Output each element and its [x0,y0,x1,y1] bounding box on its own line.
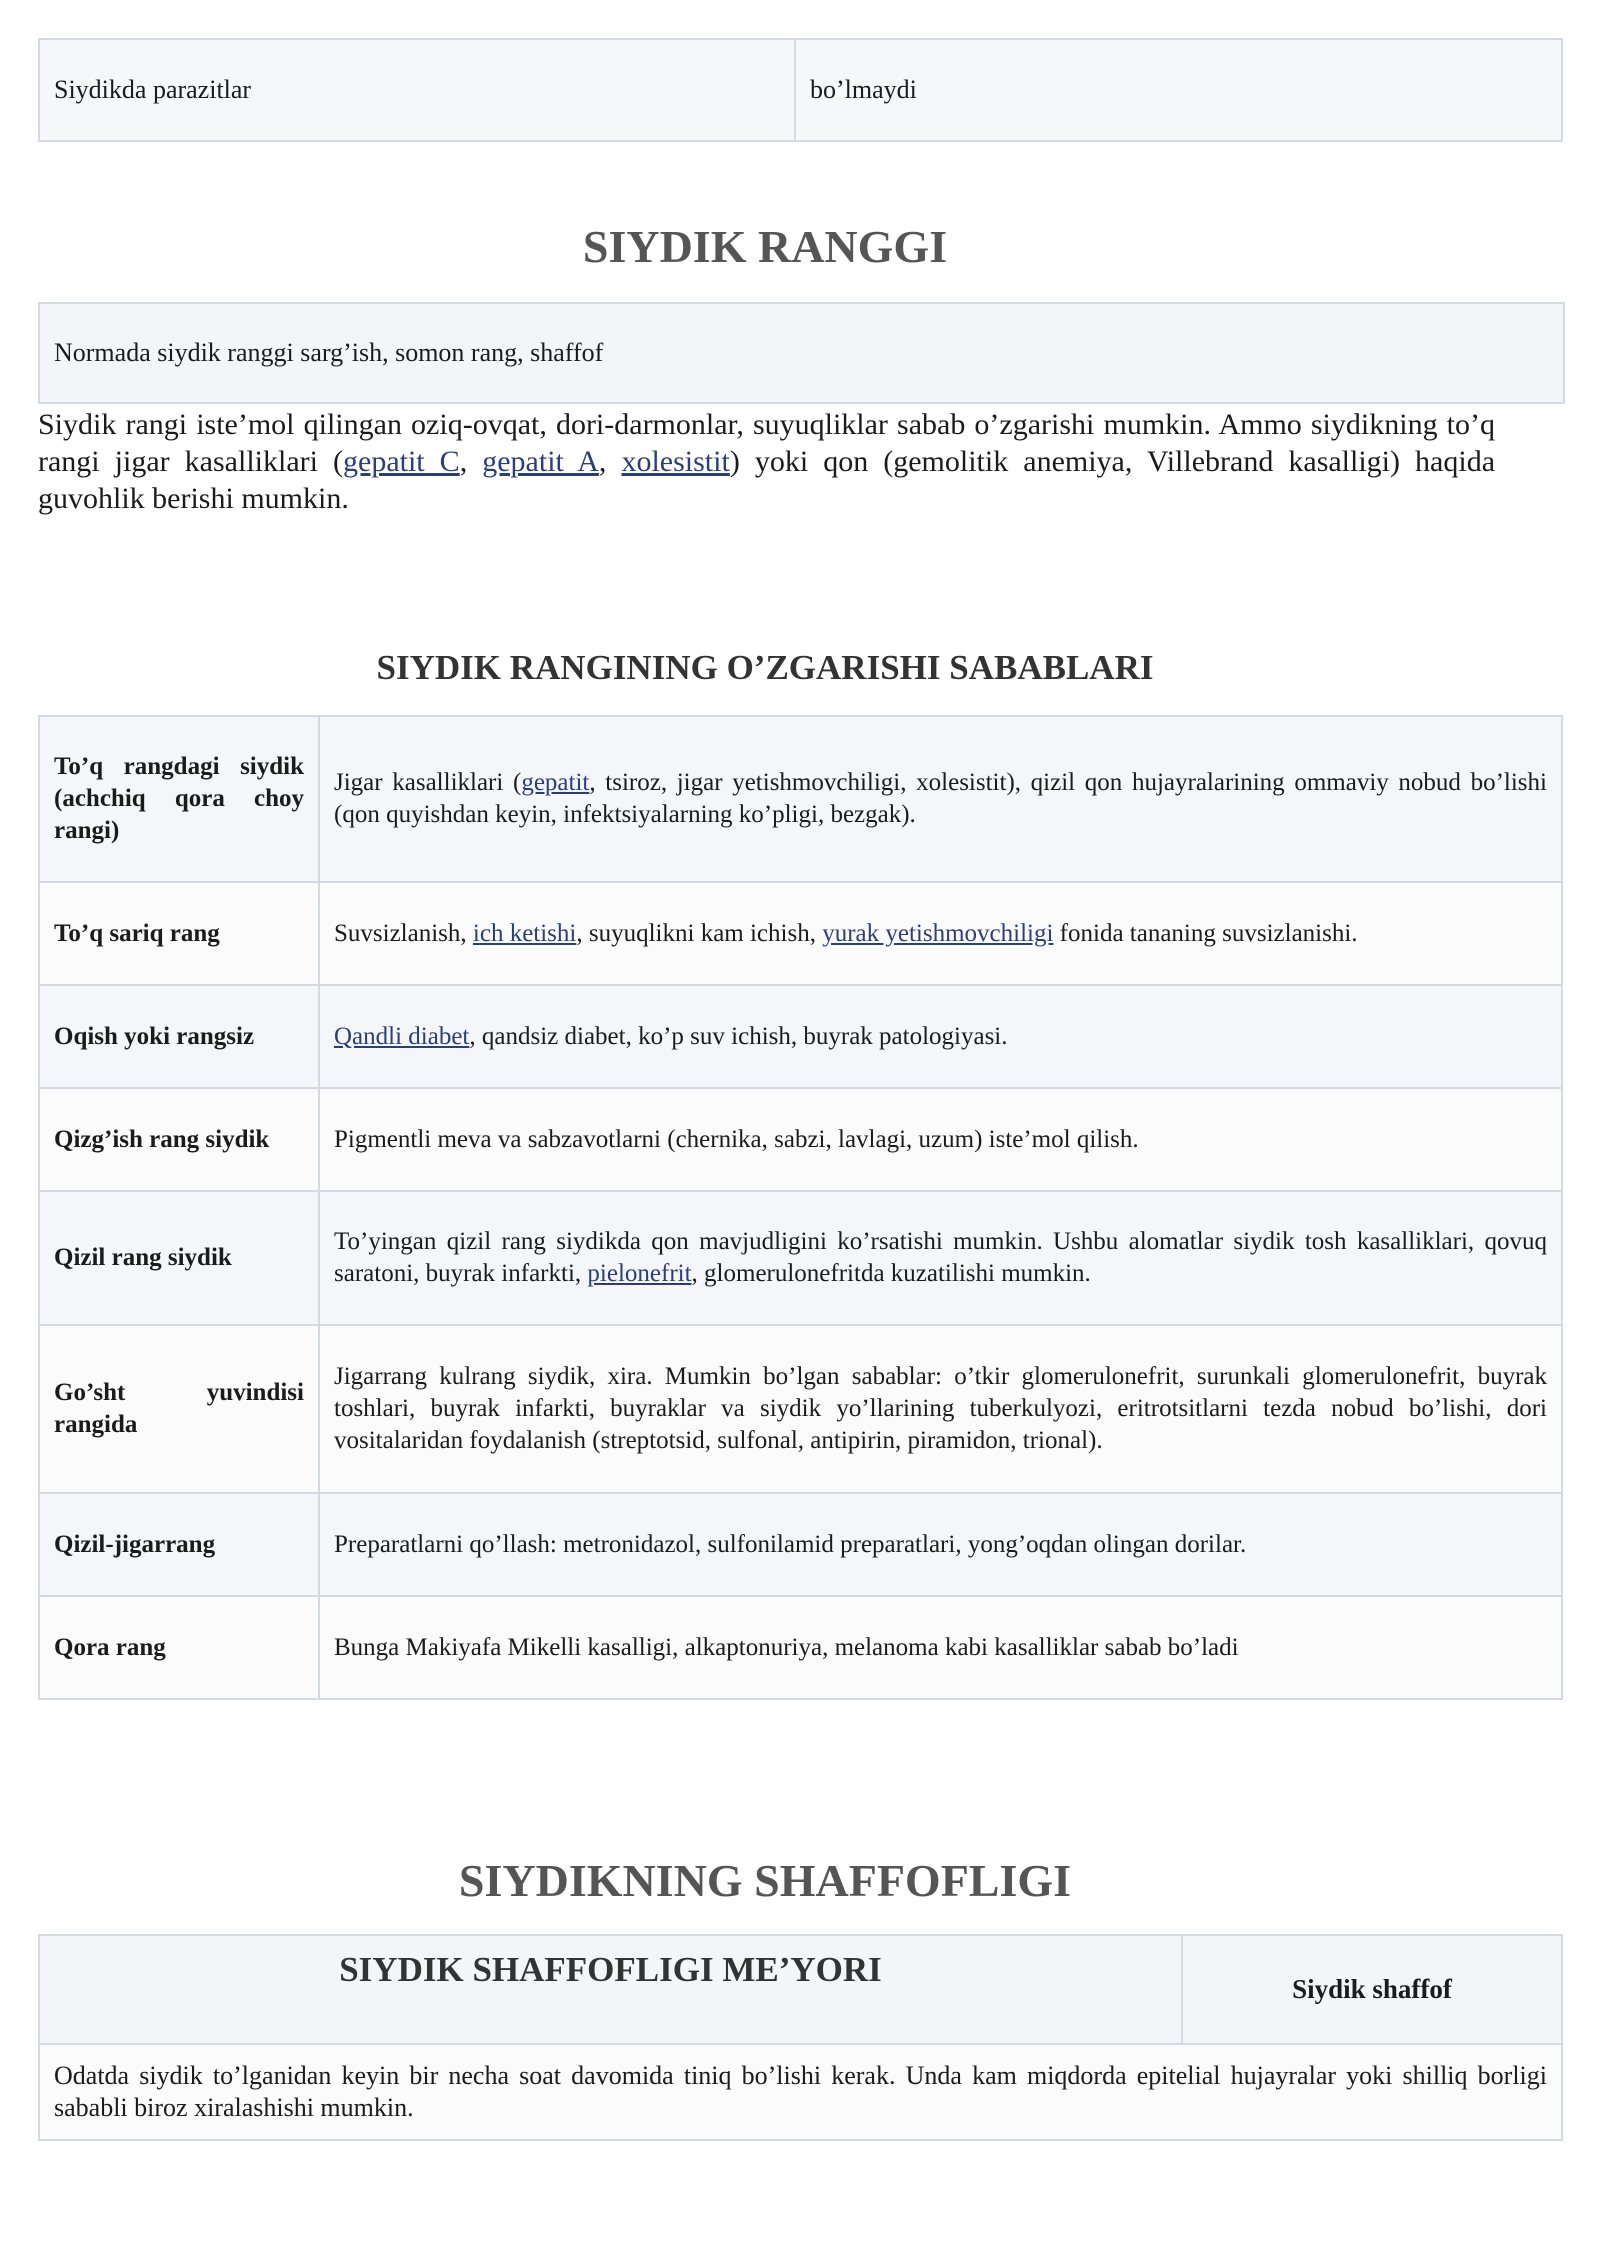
table-row [39,39,1562,141]
cause-description [319,882,1562,985]
cause-text: Pigmentli meva va sabzavotlarni (chernika, sabzi, lavlagi, uzum) iste’mol qilish. [334,1125,1139,1153]
link-gepatit-a[interactable]: gepatit A [482,445,599,478]
paragraph-text: , [598,445,622,478]
cause-label: To’q sariq rang [39,882,319,985]
color-norm-text: Normada siydik ranggi sarg’ish, somon rang, shaffof [54,338,604,367]
cause-label: To’q rangdagi siydik (achchiq qora choy rangi) [39,716,319,882]
color-causes-table [38,715,1563,1700]
parasites-table [38,38,1563,142]
cause-label: Qizg’ish rang siydik [39,1088,319,1191]
link-xolesistit[interactable]: xolesistit [621,445,730,478]
cause-text: , tsiroz, jigar yetishmovchiligi, xolesistit), qizil qon hujayralarining ommaviy nobud bo’lishi (qon quyishdan keyin, infektsiyalarning ko’pligi, bezgak). [334,769,1547,828]
link-yurak-yetishmovchiligi[interactable]: yurak yetishmovchiligi [822,919,1054,947]
clarity-table [38,1934,1563,2141]
cause-label: Qizil rang siydik [39,1191,319,1325]
table-row [39,716,1562,882]
color-paragraph [38,406,1495,517]
table-row [39,1935,1562,2044]
table-row [39,1596,1562,1699]
cause-description [319,1493,1562,1596]
cause-text: Preparatlarni qo’llash: metronidazol, sulfonilamid preparatlari, yong’oqdan olingan dorilar. [334,1530,1247,1558]
cause-text: fonida tananing suvsizlanishi. [1053,919,1358,947]
cause-description [319,716,1562,882]
clarity-norm-header: SIYDIK SHAFFOFLIGI ME’YORI [39,1935,1182,2044]
link-gepatit-c[interactable]: gepatit C [343,445,460,478]
cause-description [319,1191,1562,1325]
table-row [39,1325,1562,1493]
cause-text: , suyuqlikni kam ichish, [576,919,823,947]
clarity-description: Odatda siydik to’lganidan keyin bir necha soat davomida tiniq bo’lishi kerak. Unda kam miqdorda epitelial hujayralar yoki shilliq borligi sababli biroz xiralashishi mumkin. [39,2044,1562,2140]
link-ich-ketishi[interactable]: ich ketishi [472,919,577,947]
color-causes-heading: SIYDIK RANGINING O’ZGARISHI SABABLARI [376,648,1154,687]
paragraph-text: Siydik rangi iste’mol qilingan oziq-ovqat, dori-darmonlar, suyuqliklar sabab o’zgarishi mumkin. Ammo siydikning to’q rangi jigar kasalliklari ( [38,408,1495,478]
cause-text: Jigarrang kulrang siydik, xira. Mumkin bo’lgan sabablar: o’tkir glomerulonefrit, surunkali glomerulonefrit, buyrak toshlari, buyrak infarkti, buyraklar va siydik yo’llarining tuberkulyozi, eritrotsitlarni tezda nobud bo’lishi, dori vositalaridan foydalanish (streptotsid, sulfonal, antipirin, piramidon, trional). [334,1363,1547,1454]
table-row [39,1088,1562,1191]
cause-text: , qandsiz diabet, ko’p suv ichish, buyrak patologiyasi. [469,1022,1008,1050]
cause-description [319,985,1562,1088]
cause-text: Suvsizlanish, [334,919,473,947]
cause-text: Bunga Makiyafa Mikelli kasalligi, alkaptonuriya, melanoma kabi kasalliklar sabab bo’ladi [334,1633,1239,1661]
parasites-label: Siydikda parazitlar [39,39,795,141]
paragraph-text: ) yoki qon (gemolitik anemiya, Villebrand kasalligi) haqida guvohlik berishi mumkin. [38,445,1496,515]
color-norm-box [38,302,1565,404]
table-row [39,882,1562,985]
link-gepatit[interactable]: gepatit [521,769,590,796]
cause-text: Jigar kasalliklari ( [334,769,522,796]
table-row [39,1191,1562,1325]
link-pielonefrit[interactable]: pielonefrit [587,1260,692,1287]
table-row [39,985,1562,1088]
urine-color-heading: SIYDIK RANGGI [582,221,948,272]
cause-description [319,1088,1562,1191]
cause-label: Qora rang [39,1596,319,1699]
clarity-norm-value: Siydik shaffof [1182,1935,1562,2044]
link-qandli-diabet[interactable]: Qandli diabet [334,1022,470,1050]
table-row [39,1493,1562,1596]
urine-clarity-heading: SIYDIKNING SHAFFOFLIGI [458,1855,1072,1906]
paragraph-text: , [459,445,483,478]
cause-description [319,1325,1562,1493]
cause-label: Oqish yoki rangsiz [39,985,319,1088]
cause-label: Go’sht yuvindisi rangida [39,1325,319,1493]
cause-text: , glomerulonefritda kuzatilishi mumkin. [691,1260,1091,1287]
table-row [39,2044,1562,2140]
cause-label: Qizil-jigarrang [39,1493,319,1596]
cause-text: To’yingan qizil rang siydikda qon mavjudligini ko’rsatishi mumkin. Ushbu alomatlar siydik tosh kasalliklari, qovuq saratoni, buyrak infarkti, [334,1228,1547,1287]
parasites-value: bo’lmaydi [795,39,1562,141]
cause-description [319,1596,1562,1699]
